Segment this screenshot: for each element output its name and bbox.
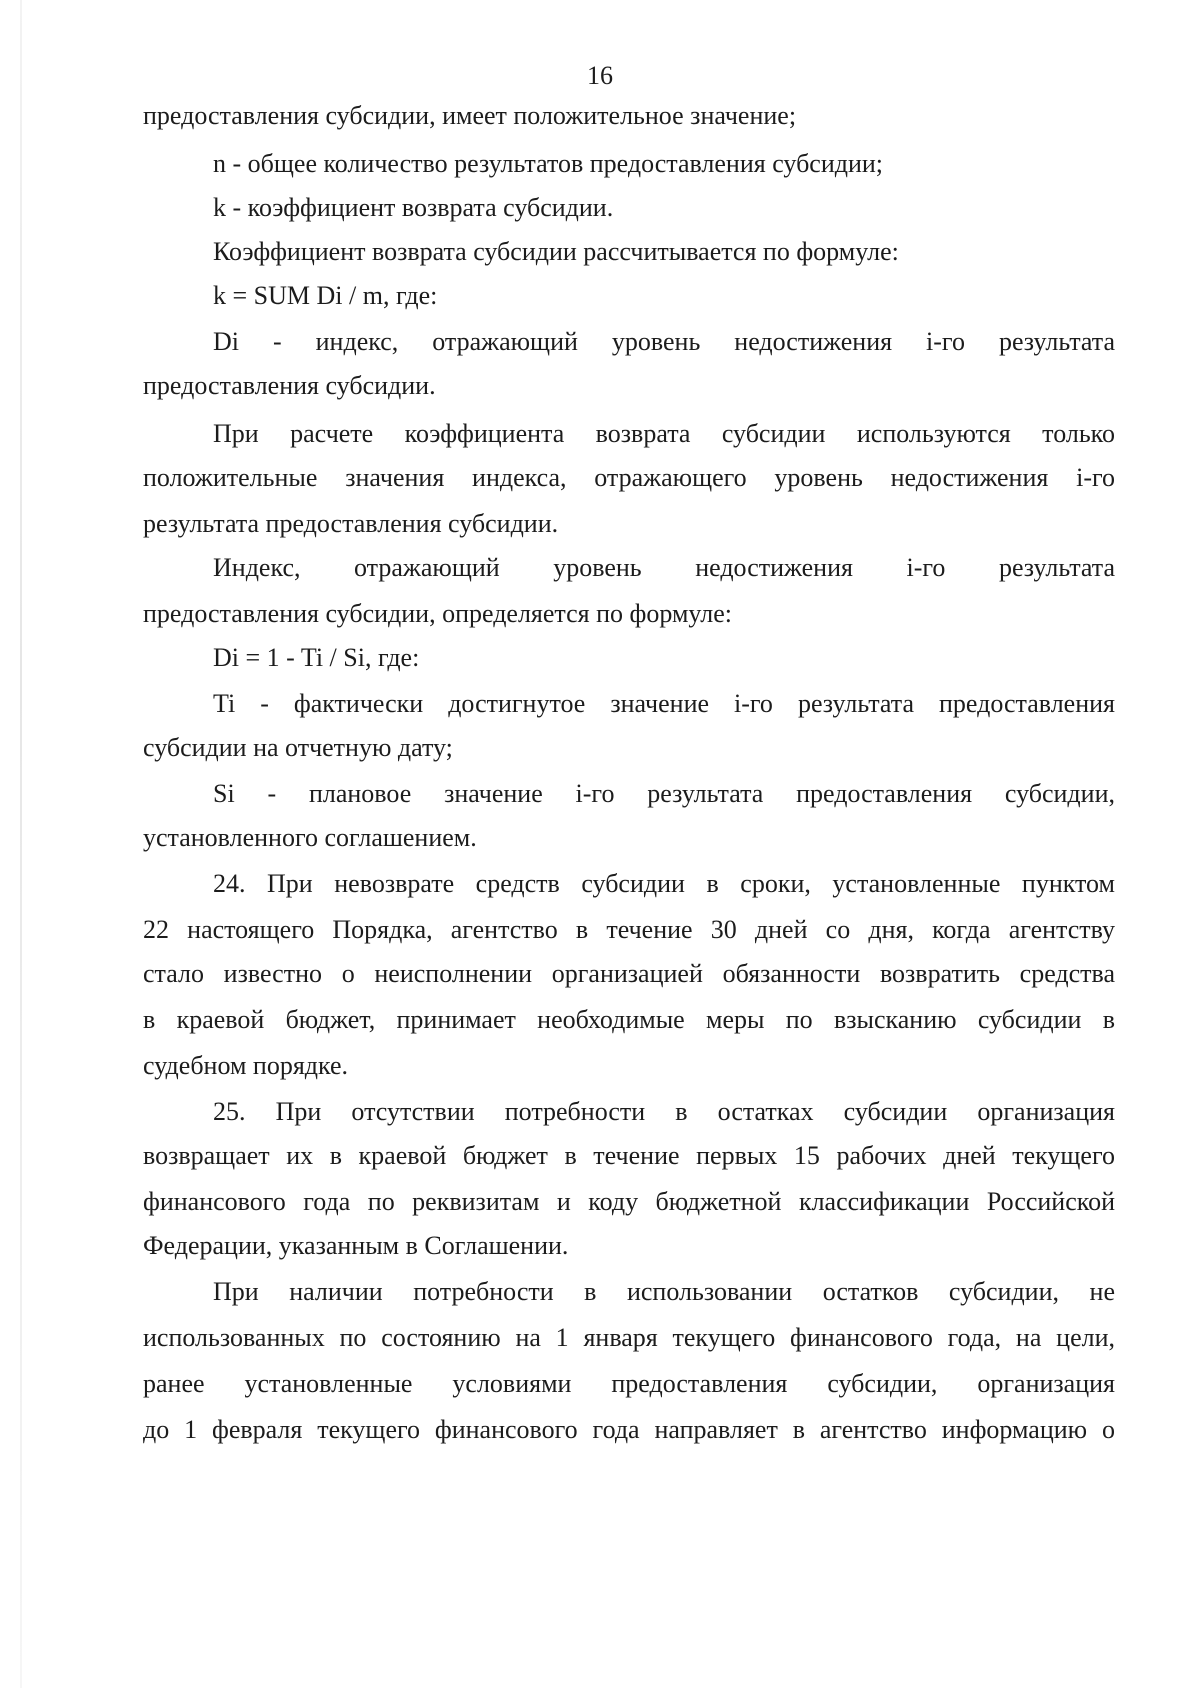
text-line: положительные значения индекса, отражающего уровень недостижения i-го: [143, 463, 1115, 492]
text-line: стало известно о неисполнении организацией обязанности возвратить средства: [143, 959, 1115, 988]
text-line: n - общее количество результатов предоставления субсидии;: [213, 149, 884, 178]
text-line: финансового года по реквизитам и коду бюджетной классификации Российской: [143, 1187, 1115, 1216]
text-line: результата предоставления субсидии.: [143, 509, 559, 538]
text-line: Коэффициент возврата субсидии рассчитывается по формуле:: [213, 237, 899, 266]
text-line: в краевой бюджет, принимает необходимые меры по взысканию субсидии в: [143, 1005, 1115, 1034]
text-line: 24. При невозврате средств субсидии в сроки, установленные пунктом: [213, 869, 1115, 898]
scan-edge-shadow: [20, 0, 22, 1688]
text-line: предоставления субсидии, имеет положительное значение;: [143, 101, 797, 130]
text-line: При наличии потребности в использовании остатков субсидии, не: [213, 1277, 1115, 1306]
text-line: Si - плановое значение i-го результата предоставления субсидии,: [213, 779, 1115, 808]
text-line: предоставления субсидии, определяется по формуле:: [143, 599, 733, 628]
text-line: предоставления субсидии.: [143, 371, 436, 400]
text-line: 25. При отсутствии потребности в остатках субсидии организация: [213, 1097, 1115, 1126]
text-line: k = SUM Di / m, где:: [213, 281, 438, 310]
text-line: Ti - фактически достигнутое значение i-го результата предоставления: [213, 689, 1115, 718]
text-line: Di - индекс, отражающий уровень недостижения i-го результата: [213, 327, 1115, 356]
text-line: использованных по состоянию на 1 января текущего финансового года, на цели,: [143, 1323, 1115, 1352]
text-line: Федерации, указанным в Соглашении.: [143, 1231, 569, 1260]
text-line: k - коэффициент возврата субсидии.: [213, 193, 614, 222]
text-line: установленного соглашением.: [143, 823, 477, 852]
text-line: судебном порядке.: [143, 1051, 349, 1080]
text-line: 22 настоящего Порядка, агентство в течение 30 дней со дня, когда агентству: [143, 915, 1115, 944]
text-line: Индекс, отражающий уровень недостижения i-го результата: [213, 553, 1115, 582]
text-line: субсидии на отчетную дату;: [143, 733, 453, 762]
text-line: до 1 февраля текущего финансового года направляет в агентство информацию о: [143, 1415, 1115, 1444]
page-number: 16: [587, 61, 613, 90]
text-line: возвращает их в краевой бюджет в течение первых 15 рабочих дней текущего: [143, 1141, 1115, 1170]
text-line: Di = 1 - Ti / Si, где:: [213, 643, 420, 672]
text-line: При расчете коэффициента возврата субсидии используются только: [213, 419, 1115, 448]
text-line: ранее установленные условиями предоставления субсидии, организация: [143, 1369, 1115, 1398]
